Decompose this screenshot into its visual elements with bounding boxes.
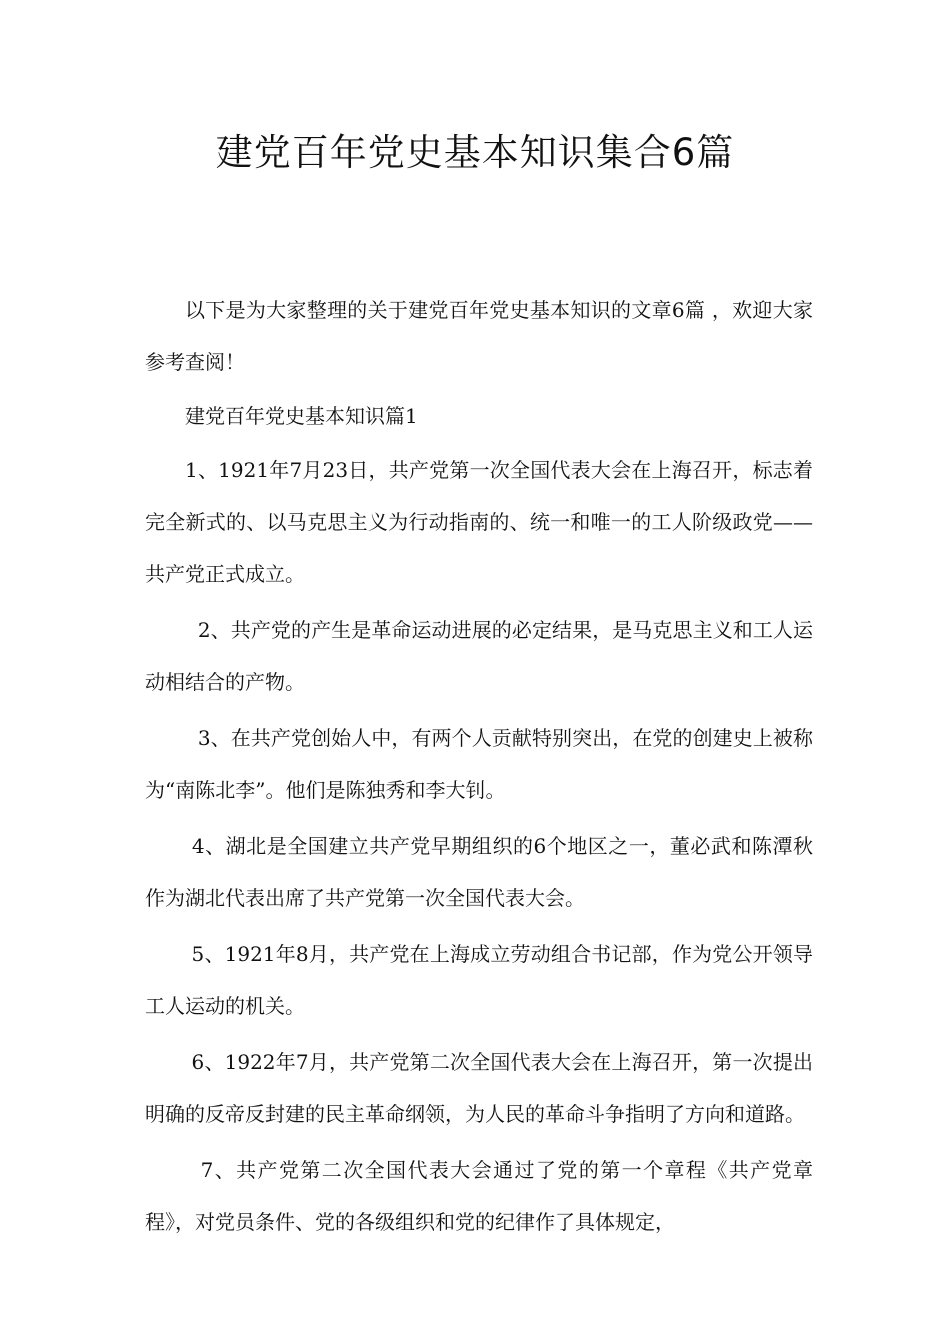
list-item: 5、1921年8月，共产党在上海成立劳动组合书记部，作为党公开领导工人运动的机关。 — [145, 942, 813, 1018]
section-heading: 建党百年党史基本知识篇1 — [185, 404, 418, 428]
list-item: 6、1922年7月，共产党第二次全国代表大会在上海召开，第一次提出明确的反帝反封建的民主革命纲领，为人民的革命斗争指明了方向和道路。 — [145, 1050, 813, 1126]
list-item: 4、湖北是全国建立共产党早期组织的6个地区之一，董必武和陈潭秋作为湖北代表出席了共产党第一次全国代表大会。 — [145, 834, 814, 910]
intro-paragraph: 以下是为大家整理的关于建党百年党史基本知识的文章6篇 ，欢迎大家参考查阅！ — [145, 298, 813, 374]
list-item: 3、在共产党创始人中，有两个人贡献特别突出，在党的创建史上被称为“南陈北李”。他们是陈独秀和李大钊。 — [145, 726, 813, 802]
document-title: 建党百年党史基本知识集合6篇 — [215, 131, 735, 174]
list-item: 2、共产党的产生是革命运动进展的必定结果，是马克思主义和工人运动相结合的产物。 — [145, 618, 813, 694]
list-item: 1、1921年7月23日，共产党第一次全国代表大会在上海召开，标志着完全新式的、以马克思主义为行动指南的、统一和唯一的工人阶级政党——共产党正式成立。 — [145, 458, 813, 586]
list-item: 7、共产党第二次全国代表大会通过了党的第一个章程《共产党章程》，对党员条件、党的各级组织和党的纪律作了具体规定， — [145, 1158, 813, 1234]
document-body — [145, 284, 813, 1248]
